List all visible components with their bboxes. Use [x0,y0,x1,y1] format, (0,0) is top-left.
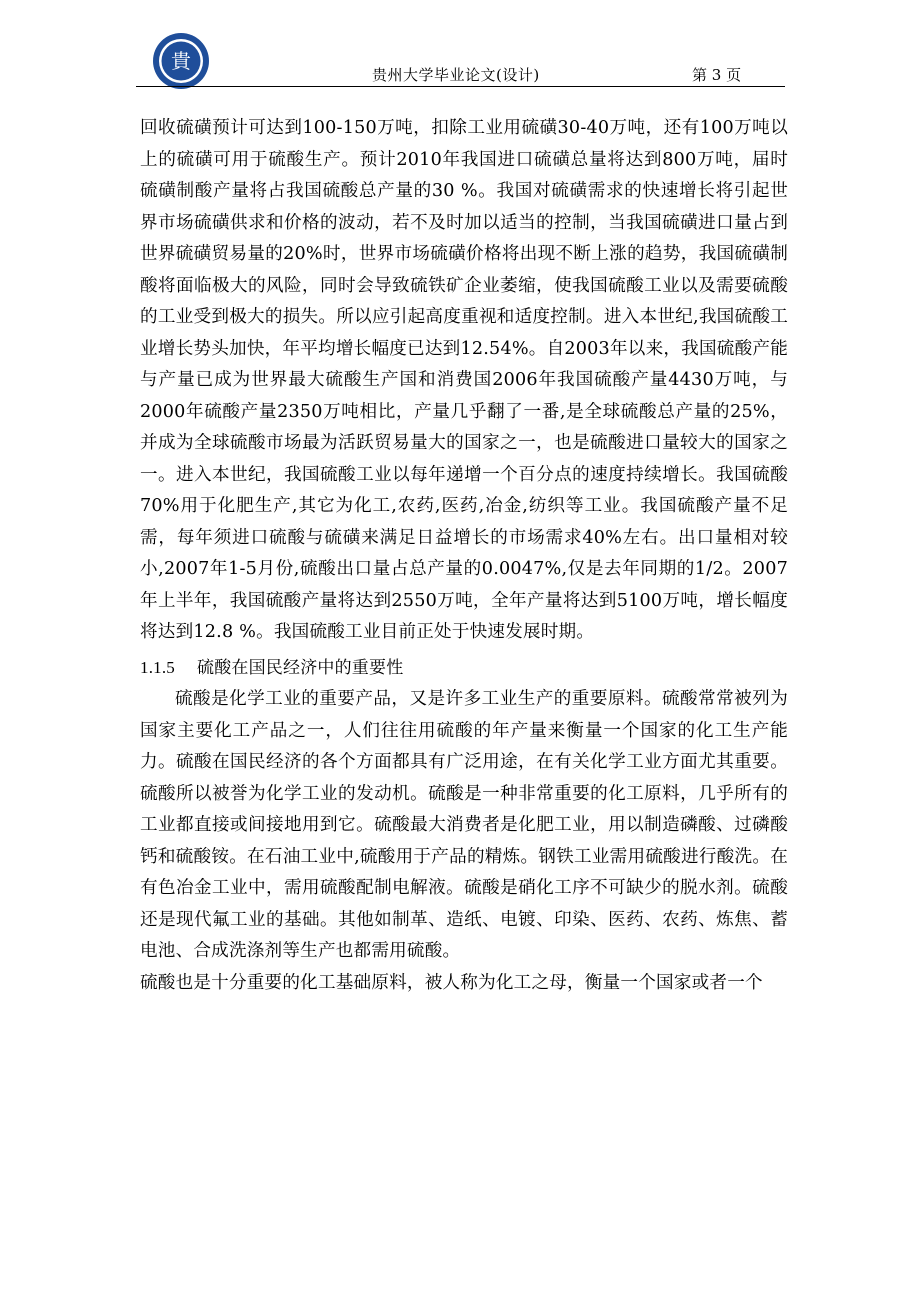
section-number: 1.1.5 [140,657,175,677]
page-content [140,113,788,999]
paragraph-sulfuric-acid-importance: 硫酸是化学工业的重要产品，又是许多工业生产的重要原料。硫酸常常被列为国家主要化工产品之一，人们往往用硫酸的年产量来衡量一个国家的化工生产能力。硫酸在国民经济的各个方面都具有广泛用途，在有关化学工业方面尤其重要。硫酸所以被誉为化学工业的发动机。硫酸是一种非常重要的化工原料，几乎所有的工业都直接或间接地用到它。硫酸最大消费者是化肥工业，用以制造磷酸、过磷酸钙和硫酸铵。在石油工业中,硫酸用于产品的精炼。钢铁工业需用硫酸进行酸洗。在有色冶金工业中，需用硫酸配制电解液。硫酸是硝化工序不可缺少的脱水剂。硫酸还是现代氟工业的基础。其他如制革、造纸、电镀、印染、医药、农药、炼焦、蓄电池、合成洗涤剂等生产也都需用硫酸。 [140,689,788,961]
logo-glyph: 貴 [171,49,191,73]
university-logo [152,32,210,90]
paragraph-sulfur-market: 回收硫磺预计可达到100-150万吨，扣除工业用硫磺30-40万吨，还有100万吨以上的硫磺可用于硫酸生产。预计2010年我国进口硫磺总量将达到800万吨，届时硫磺制酸产量将占我国硫酸总产量的30 %。我国对硫磺需求的快速增长将引起世界市场硫磺供求和价格的波动，若不及时加以适当的控制，当我国硫磺进口量占到世界硫磺贸易量的20%时，世界市场硫磺价格将出现不断上涨的趋势，我国硫磺制酸将面临极大的风险，同时会导致硫铁矿企业萎缩，使我国硫酸工业以及需要硫酸的工业受到极大的损失。所以应引起高度重视和适度控制。进入本世纪,我国硫酸工业增长势头加快，年平均增长幅度已达到12.54%。自2003年以来，我国硫酸产能与产量已成为世界最大硫酸生产国和消费国2006年我国硫酸产量4430万吨，与2000年硫酸产量2350万吨相比，产量几乎翻了一番,是全球硫酸总产量的25%，并成为全球硫酸市场最为活跃贸易量大的国家之一，也是硫酸进口量较大的国家之一。进入本世纪，我国硫酸工业以每年递增一个百分点的速度持续增长。我国硫酸70%用于化肥生产,其它为化工,农药,医药,冶金,纺织等工业。我国硫酸产量不足需，每年须进口硫酸与硫磺来满足日益增长的市场需求40%左右。出口量相对较小,2007年1-5月份,硫酸出口量占总产量的0.0047%,仅是去年同期的1/2。2007年上半年，我国硫酸产量将达到2550万吨，全年产量将达到5100万吨，增长幅度将达到12.8 %。我国硫酸工业目前正处于快速发展时期。 [140,118,788,642]
paragraph-sulfuric-acid-basic-material: 硫酸也是十分重要的化工基础原料，被人称为化工之母，衡量一个国家或者一个 [140,972,763,993]
document-header-title: 贵州大学毕业论文(设计) [372,66,540,84]
section-heading [140,652,788,685]
header-rule [136,86,785,87]
page-number: 第 3 页 [692,66,742,84]
section-title: 硫酸在国民经济中的重要性 [197,657,404,678]
